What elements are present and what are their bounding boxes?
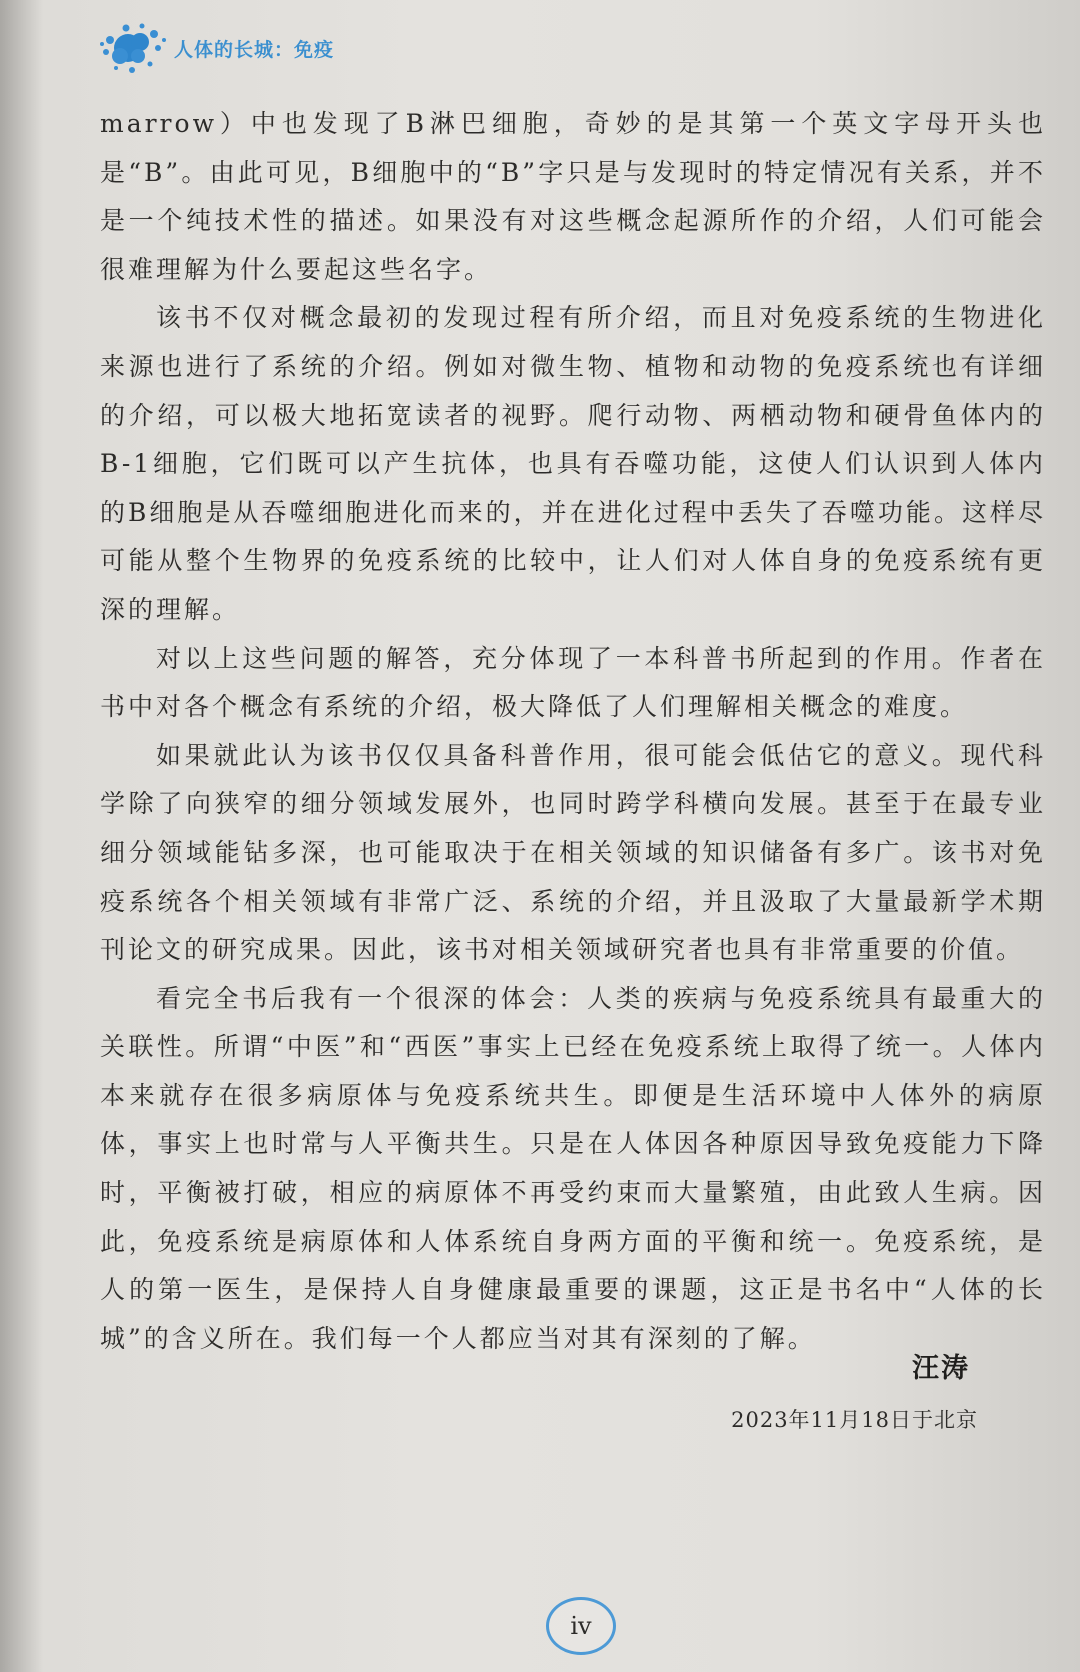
paragraph: 该书不仅对概念最初的发现过程有所介绍，而且对免疫系统的生物进化来源也进行了系统的介绍。例如对微生物、植物和动物的免疫系统也有详细的介绍，可以极大地拓宽读者的视野。爬行动物、两栖动物和硬骨鱼体内的B-1细胞，它们既可以产生抗体，也具有吞噬功能，这使人们认识到人体内的B细胞是从吞噬细胞进化而来的，并在进化过程中丢失了吞噬功能。这样尽可能从整个生物界的免疫系统的比较中，让人们对人体自身的免疫系统有更深的理解。 (100, 303, 1046, 624)
blue-splat-icon (98, 18, 170, 78)
paragraph: 看完全书后我有一个很深的体会：人类的疾病与免疫系统具有最重大的关联性。所谓“中医”和“西医”事实上已经在免疫系统上取得了统一。人体内本来就存在很多病原体与免疫系统共生。即便是生活环境中人体外的病原体，事实上也时常与人平衡共生。只是在人体因各种原因导致免疫能力下降时，平衡被打破，相应的病原体不再受约束而大量繁殖，由此致人生病。因此，免疫系统是病原体和人体系统自身两方面的平衡和统一。免疫系统，是人的第一医生，是保持人自身健康最重要的课题，这正是书名中“人体的长城”的含义所在。我们每一个人都应当对其有深刻的了解。 (100, 983, 1046, 1353)
body-text (100, 100, 1046, 1363)
signature-author: 汪涛 (912, 1353, 970, 1384)
running-header (98, 18, 498, 78)
page-number-label: iv (570, 1612, 592, 1640)
header-title: 人体的长城：免疫 (174, 38, 335, 61)
paragraph: 对以上这些问题的解答，充分体现了一本科普书所起到的作用。作者在书中对各个概念有系统的介绍，极大降低了人们理解相关概念的难度。 (100, 643, 1046, 722)
paragraph: 如果就此认为该书仅仅具备科普作用，很可能会低估它的意义。现代科学除了向狭窄的细分领域发展外，也同时跨学科横向发展。甚至于在最专业细分领域能钻多深，也可能取决于在相关领域的知识储备有多广。该书对免疫系统各个相关领域有非常广泛、系统的介绍，并且汲取了大量最新学术期刊论文的研究成果。因此，该书对相关领域研究者也具有非常重要的价值。 (100, 740, 1046, 965)
signature-date: 2023年11月18日于北京 (731, 1408, 978, 1432)
page-number (546, 1597, 616, 1655)
paragraph: marrow）中也发现了B淋巴细胞，奇妙的是其第一个英文字母开头也是“B”。由此可见，B细胞中的“B”字只是与发现时的特定情况有关系，并不是一个纯技术性的描述。如果没有对这些概念起源所作的介绍，人们可能会很难理解为什么要起这些名字。 (100, 109, 1046, 284)
